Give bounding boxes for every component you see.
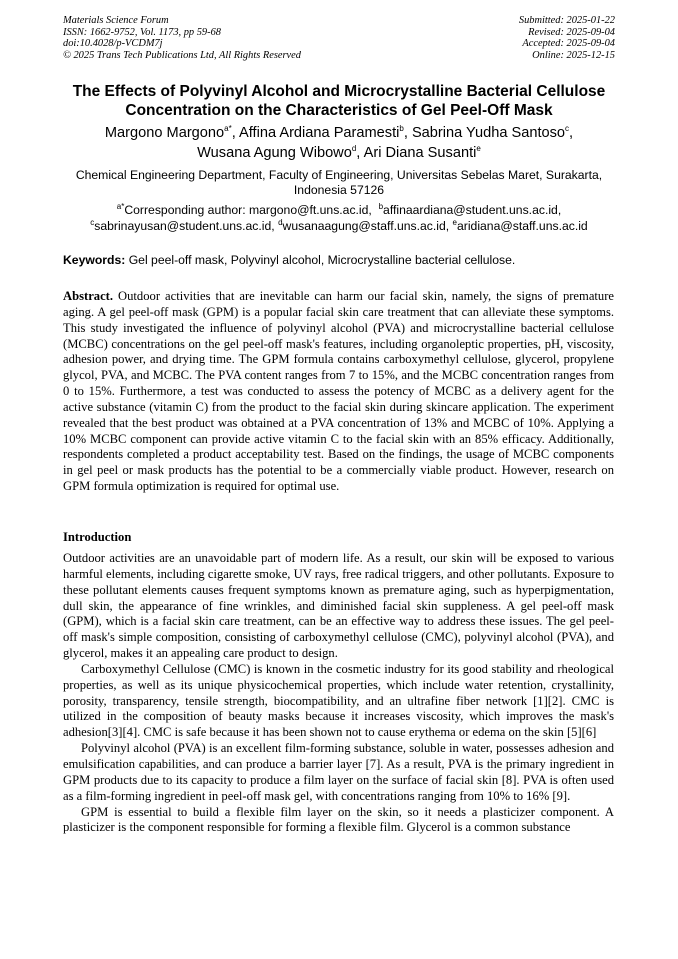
doi: doi:10.4028/p-VCDM7j (63, 38, 163, 50)
accepted-date: Accepted: 2025-09-04 (522, 38, 615, 50)
keywords-text: Gel peel-off mask, Polyvinyl alcohol, Microcrystalline bacterial cellulose. (128, 253, 516, 267)
abstract-text: Outdoor activities that are inevitable can harm our facial skin, namely, the signs of premature aging. A gel peel-off mask (GPM) is a popular facial skin care treatment that can alleviate these symptoms. This study investigated the influence of polyvinyl alcohol (PVA) and microcrystalline bacterial cellulose (MCBC) concentrations on the gel peel-off mask's features, including organoleptic properties, pH, viscosity, adhesion power, and drying time. The GPM formula contains carboxymethyl cellulose, glycerol, propylene glycol, PVA, and MCBC. The PVA content ranges from 7 to 15%, and the MCBC concentration ranges from 0 to 15%. Furthermore, a test was conducted to assess the potency of MCBC as a delivery agent for the active substance (vitamin C) from the product to the facial skin during skincare application. The experiment revealed that the best product was obtained at a PVA concentration of 13% and MCBC of 10%. Applying a 10% MCBC component can provide active vitamin C to the facial skin with an 85% efficacy. Additionally, respondents completed a product acceptability test. Based on the findings, the usage of MCBC components in gel peel or mask products has the potential to be a commercially viable product. However, research on GPM formula optimization is required for optimal use. (63, 289, 614, 494)
author-sup: d (351, 143, 357, 153)
author: Margono Margono (104, 125, 225, 141)
keywords (63, 253, 623, 267)
publication-dates (519, 15, 615, 61)
email-sup: c (90, 217, 95, 227)
paper-title: The Effects of Polyvinyl Alcohol and Microcrystalline Bacterial Cellulose Concentration on the Characteristics of Gel Peel-Off Mask (72, 83, 606, 119)
paragraph: GPM is essential to build a flexible film layer on the skin, so it needs a plasticizer component. A plasticizer is the component responsible for forming a flexible film. Glycerol is a common substance (63, 804, 614, 835)
abstract (63, 289, 614, 495)
author-list: Margono Margono$^{a*}$, Affina Ardiana Paramesti$^b$, Sabrina Yudha Santoso$^c$, Wusana Agung Wibowo$^d$, Ari Diana Susanti$^e$ (104, 124, 574, 161)
email: affinaardiana@student.uns.ac.id, (383, 203, 562, 217)
affiliation: Chemical Engineering Department, Faculty of Engineering, Universitas Sebelas Maret, Surakarta, Indonesia 57126 (75, 168, 603, 197)
author: Sabrina Yudha Santoso (411, 125, 566, 141)
author-sup: c (565, 124, 570, 134)
email-sup: b (378, 201, 384, 211)
author: Wusana Agung Wibowo (197, 144, 352, 161)
paragraph: Outdoor activities are an unavoidable part of modern life. As a result, our skin will be exposed to various harmful elements, including cigarette smoke, UV rays, free radical triggers, and other pollutants. Exposure to these pollutant elements causes frequent symptoms known as premature aging, such as hyperpigmentation, dull skin, the appearance of fine wrinkles, and diminished facial skin suppleness. A gel peel-off mask (GPM), which is a facial skin care treatment, can be an effective way to address these issues. The gel peel-off mask's simple composition, consisting of carboxymethyl cellulose (CMC), polyvinyl alcohol (PVA), and glycerol, makes it an appealing care product to design. (63, 551, 614, 661)
author-sup: e (476, 143, 481, 153)
copyright: © 2025 Trans Tech Publications Ltd, All Rights Reserved (63, 49, 301, 61)
submitted-date: Submitted: 2025-01-22 (518, 15, 615, 26)
author-sup: b (399, 124, 404, 134)
author: Affina Ardiana Paramesti (239, 125, 400, 141)
revised-date: Revised: 2025-09-04 (528, 26, 615, 38)
journal-info (63, 15, 301, 61)
paragraph: Polyvinyl alcohol (PVA) is an excellent film-forming substance, soluble in water, possesses adhesion and emulsification capabilities, and can produce a barrier layer [7]. As a result, PVA is the primary ingredient in GPM products due to its capacity to produce a film layer on the surface of facial skin [8]. PVA is often used as a film-forming ingredient in peel-off mask gel, with concentrations ranging from 10% to 16% [9]. (63, 741, 614, 803)
issn: ISSN: 1662-9752, Vol. 1173, pp 59-68 (63, 26, 221, 38)
journal-name: Materials Science Forum (63, 15, 169, 26)
keywords-label: Keywords: (63, 253, 126, 267)
email: sabrinayusan@student.uns.ac.id, (94, 218, 275, 233)
email-sup: d (278, 217, 283, 227)
author: Ari Diana Susanti (363, 144, 477, 161)
abstract-label: Abstract. (63, 289, 114, 303)
email: wusanaagung@staff.uns.ac.id, (282, 218, 450, 233)
section-heading-introduction: Introduction (63, 530, 132, 544)
introduction-body (63, 551, 614, 836)
paragraph: Carboxymethyl Cellulose (CMC) is known in the cosmetic industry for its good stability and rheological properties, as well as its unique physicochemical properties, which include water retention, crystallinity, porosity, transparency, tensile strength, biocompatibility, and an ultrafine fiber network [1][2]. CMC is utilized in the composition of beauty masks because it increases viscosity, which improves the mask's adhesion[3][4]. CMC is safe because it has been shown not to cause erythema or edema on the skin [5][6] (63, 661, 614, 740)
email: aridiana@staff.uns.ac.id (457, 218, 588, 233)
email-sup: a* (116, 201, 125, 211)
email: Corresponding author: margono@ft.uns.ac.id, (124, 203, 372, 217)
online-date: Online: 2025-12-15 (532, 49, 615, 61)
email-sup: e (452, 217, 457, 227)
author-emails (50, 203, 628, 234)
author-sup: a* (224, 124, 232, 134)
